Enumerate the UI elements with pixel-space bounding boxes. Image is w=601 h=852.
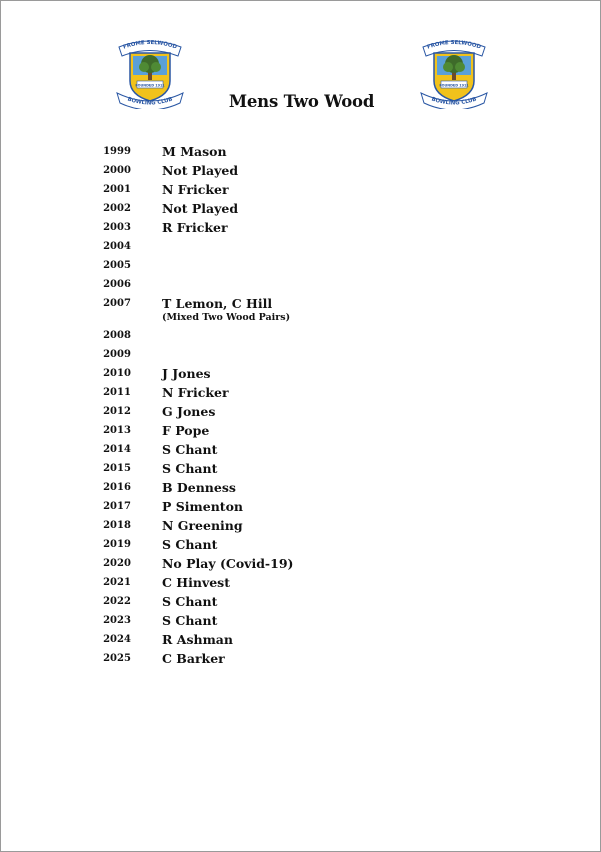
result-winner: M Mason — [162, 144, 227, 159]
result-year: 2016 — [103, 481, 131, 493]
result-winner: T Lemon, C Hill — [162, 296, 273, 311]
result-year: 2002 — [103, 203, 131, 214]
result-year: 2012 — [103, 405, 131, 417]
result-year: 2009 — [103, 348, 131, 360]
result-row — [1, 163, 601, 182]
result-winner: C Hinvest — [162, 574, 230, 590]
result-year: 2005 — [103, 260, 131, 271]
result-winner: S Chant — [162, 536, 218, 552]
result-row — [1, 296, 601, 323]
result-row — [1, 442, 601, 461]
result-row — [1, 632, 601, 651]
result-row — [1, 499, 601, 518]
result-year: 2025 — [103, 652, 131, 664]
result-winner: R Fricker — [162, 220, 228, 235]
result-winner: G Jones — [162, 403, 216, 419]
result-year: 2024 — [103, 633, 131, 645]
result-row — [1, 239, 601, 258]
crest-top-text: FROME SELWOOD — [122, 39, 178, 51]
result-row — [1, 461, 601, 480]
result-row — [1, 613, 601, 632]
result-winner: S Chant — [162, 460, 218, 476]
page-title: Mens Two Wood — [228, 92, 375, 111]
result-winner: Not Played — [162, 201, 239, 216]
result-note: (Mixed Two Wood Pairs) — [162, 312, 291, 323]
result-year: 2010 — [103, 367, 131, 379]
result-row — [1, 328, 601, 347]
result-row — [1, 518, 601, 537]
crest-bottom-text: BOWLING CLUB — [126, 96, 174, 107]
result-row — [1, 423, 601, 442]
result-row — [1, 575, 601, 594]
result-winner: No Play (Covid-19) — [162, 555, 294, 571]
result-year: 2021 — [103, 576, 131, 588]
result-winner: R Ashman — [162, 631, 233, 647]
result-year: 2018 — [103, 519, 131, 531]
result-year: 2000 — [103, 165, 131, 176]
result-row — [1, 220, 601, 239]
result-winner: Not Played — [162, 163, 239, 178]
result-year: 2004 — [103, 241, 131, 252]
crest-bottom-text: BOWLING CLUB — [430, 96, 478, 107]
result-year: 2013 — [103, 424, 131, 436]
crest-founded-text: FOUNDED 1911 — [439, 83, 469, 88]
result-year: 2011 — [103, 386, 131, 398]
result-row — [1, 366, 601, 385]
result-year: 1999 — [103, 146, 131, 157]
result-winner: S Chant — [162, 441, 218, 457]
result-winner: B Denness — [162, 479, 236, 495]
result-winner: F Pope — [162, 422, 210, 438]
result-year: 2023 — [103, 614, 131, 626]
result-year: 2020 — [103, 557, 131, 569]
result-row — [1, 556, 601, 575]
result-winner: S Chant — [162, 593, 218, 609]
result-year: 2022 — [103, 595, 131, 607]
crest-top-text: FROME SELWOOD — [426, 39, 482, 51]
result-winner: P Simenton — [162, 498, 243, 514]
result-row — [1, 480, 601, 499]
result-winner: C Barker — [162, 650, 225, 666]
result-year: 2003 — [103, 222, 131, 233]
result-row — [1, 651, 601, 670]
result-year: 2001 — [103, 184, 131, 195]
result-winner: N Fricker — [162, 384, 229, 400]
result-row — [1, 537, 601, 556]
result-winner: N Fricker — [162, 182, 229, 197]
result-row — [1, 144, 601, 163]
result-row — [1, 201, 601, 220]
result-winner: N Greening — [162, 517, 243, 533]
result-year: 2017 — [103, 500, 131, 512]
crest-founded-text: FOUNDED 1911 — [135, 83, 165, 88]
result-year: 2019 — [103, 538, 131, 550]
result-year: 2008 — [103, 329, 131, 341]
result-year: 2006 — [103, 279, 131, 290]
result-year: 2015 — [103, 462, 131, 474]
result-year: 2007 — [103, 298, 131, 309]
result-winner: J Jones — [162, 365, 211, 381]
result-year: 2014 — [103, 443, 131, 455]
result-row — [1, 182, 601, 201]
result-row — [1, 404, 601, 423]
result-row — [1, 277, 601, 296]
result-row — [1, 594, 601, 613]
result-row — [1, 385, 601, 404]
result-winner: S Chant — [162, 612, 218, 628]
result-row — [1, 347, 601, 366]
result-row — [1, 258, 601, 277]
